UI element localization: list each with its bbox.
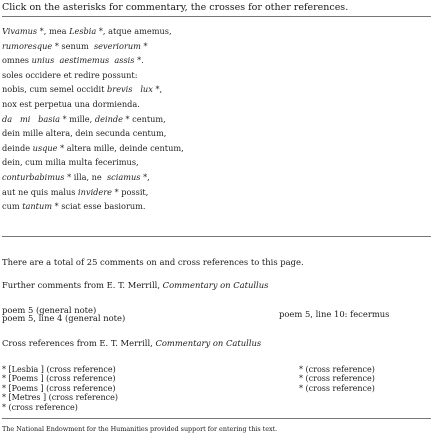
- poem-line: [2, 188, 148, 197]
- poem-text-segment: sciat esse basiorum.: [58, 201, 146, 212]
- poem-word-italic: Vivamus: [2, 26, 38, 36]
- further-prefix: Further comments from E. T. Merrill,: [2, 280, 163, 290]
- further-comments-heading: [2, 281, 268, 289]
- cross-reference-item[interactable]: * (cross reference): [299, 374, 375, 384]
- note-poem-general[interactable]: poem 5 (general note): [2, 305, 97, 315]
- poem-text-segment: [12, 114, 20, 124]
- poem-text-segment: .: [141, 55, 144, 66]
- poem-text-segment: ,: [159, 84, 163, 95]
- cross-references-heading: [2, 339, 261, 347]
- poem-text-segment: nobis, cum semel occidit: [2, 84, 108, 95]
- poem-text-segment: soles occidere et redire possunt:: [2, 69, 138, 80]
- poem-text-segment: , mea: [43, 26, 70, 36]
- poem-word-italic: mi: [19, 113, 31, 124]
- commentary-asterisk-link[interactable]: *: [114, 187, 119, 197]
- poem-line: [2, 27, 172, 36]
- commentary-asterisk-link[interactable]: *: [54, 41, 59, 51]
- further-title: Commentary on Catullus: [162, 280, 269, 290]
- poem-word-italic: sciamus: [106, 172, 141, 182]
- poem-word-italic: unius: [31, 55, 55, 66]
- poem-line: [2, 71, 137, 79]
- poem-line: [2, 85, 162, 94]
- poem-text-segment: aut ne quis malus: [2, 186, 79, 197]
- poem-text-segment: centum,: [129, 113, 166, 124]
- cross-reference-item[interactable]: * [Poems ] (cross reference): [2, 383, 116, 393]
- commentary-asterisk-link[interactable]: *: [60, 143, 65, 153]
- cross-prefix: Cross references from E. T. Merrill,: [2, 338, 156, 348]
- cross-reference-item[interactable]: * (cross reference): [299, 383, 375, 393]
- commentary-asterisk-link[interactable]: *: [155, 85, 160, 95]
- poem-word-italic: usque: [32, 142, 58, 153]
- poem-line: [2, 129, 166, 137]
- poem-text-segment: ,: [147, 172, 150, 182]
- poem-text-segment: dein mille altera, dein secunda centum,: [2, 128, 167, 139]
- comment-summary: There are a total of 25 comments on and cross references to this page.: [2, 257, 304, 267]
- commentary-asterisk-link[interactable]: *: [39, 27, 44, 36]
- poem-text-segment: deinde: [2, 142, 33, 153]
- poem-word-italic: lux: [140, 84, 153, 95]
- poem-word-italic: Lesbia: [69, 26, 97, 36]
- poem-text-segment: [30, 114, 38, 124]
- poem-line: [2, 115, 166, 124]
- note-line-10[interactable]: poem 5, line 10: fecermus: [279, 309, 390, 319]
- poem-word-italic: tantum: [22, 201, 53, 212]
- poem-text-segment: altera mille, deinde centum,: [64, 142, 184, 153]
- poem-word-italic: aestimemus: [59, 55, 110, 66]
- cross-reference-item[interactable]: * (cross reference): [299, 365, 375, 374]
- poem-text-segment: dein, cum milia multa fecerimus,: [2, 157, 139, 168]
- poem-word-italic: conturbabimus: [2, 172, 65, 182]
- cross-reference-item[interactable]: * [Poems ] (cross reference): [2, 374, 116, 384]
- commentary-asterisk-link[interactable]: *: [98, 27, 103, 36]
- poem-word-italic: deinde: [94, 113, 123, 124]
- commentary-asterisk-link[interactable]: *: [54, 202, 59, 212]
- footer-credit: The National Endowment for the Humanities provided support for entering this text.: [2, 425, 278, 433]
- poem-line: [2, 144, 184, 153]
- divider-top: [2, 16, 431, 17]
- poem-word-italic: rumoresque: [2, 40, 53, 51]
- poem-text-segment: illa, ne: [71, 172, 107, 182]
- commentary-asterisk-link[interactable]: *: [67, 173, 72, 182]
- poem-line: [2, 56, 144, 65]
- poem-word-italic: brevis: [107, 84, 133, 95]
- poem-text-segment: senum: [58, 40, 94, 51]
- poem-text-segment: omnes: [2, 55, 32, 66]
- divider-bottom: [2, 418, 431, 419]
- commentary-asterisk-link[interactable]: *: [143, 41, 148, 51]
- commentary-asterisk-link[interactable]: *: [125, 114, 130, 124]
- poem-word-italic: invidere: [78, 186, 113, 197]
- cross-reference-item[interactable]: * (cross reference): [2, 402, 78, 412]
- poem-text-segment: mille,: [66, 113, 95, 124]
- poem-word-italic: assis: [114, 55, 135, 66]
- poem-line: [2, 158, 139, 166]
- poem-line: [2, 42, 148, 51]
- poem-line: [2, 173, 150, 182]
- note-line-4[interactable]: poem 5, line 4 (general note): [2, 313, 126, 323]
- cross-title: Commentary on Catullus: [155, 338, 262, 348]
- poem-word-italic: da: [2, 113, 13, 124]
- poem-text-segment: possit,: [118, 186, 149, 197]
- intro-text: Click on the asterisks for commentary, the crosses for other references.: [2, 2, 349, 13]
- cross-reference-item[interactable]: * [Lesbia ] (cross reference): [2, 365, 116, 374]
- poem-text-segment: cum: [2, 201, 23, 212]
- poem-text-segment: , atque amemus,: [102, 26, 172, 36]
- commentary-asterisk-link[interactable]: *: [137, 56, 142, 66]
- cross-reference-item[interactable]: * [Metres ] (cross reference): [2, 393, 118, 403]
- poem-word-italic: basia: [38, 113, 60, 124]
- commentary-asterisk-link[interactable]: *: [143, 173, 148, 182]
- poem-line: [2, 202, 146, 211]
- poem-word-italic: severiorum: [93, 40, 141, 51]
- poem-text-segment: nox est perpetua una dormienda.: [2, 99, 140, 109]
- commentary-asterisk-link[interactable]: *: [62, 114, 67, 124]
- divider-middle: [2, 236, 431, 237]
- poem-line: [2, 100, 140, 108]
